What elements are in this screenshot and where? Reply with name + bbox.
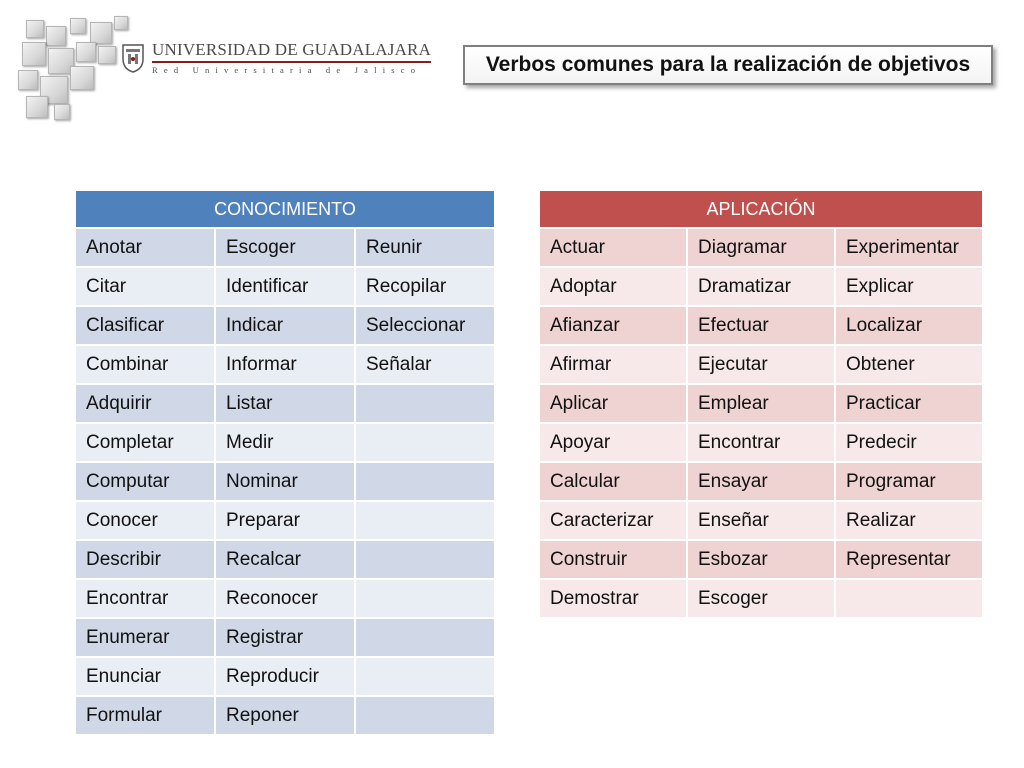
conocimiento-table: [76, 191, 496, 736]
table-row: [540, 502, 984, 541]
verb-cell: Explicar: [836, 268, 984, 307]
table-row: [540, 268, 984, 307]
verb-cell: Predecir: [836, 424, 984, 463]
logo-divider: [152, 61, 431, 63]
table-row: [540, 541, 984, 580]
verb-cell: Listar: [216, 385, 356, 424]
verb-cell: Diagramar: [688, 229, 836, 268]
verb-cell: Citar: [76, 268, 216, 307]
verb-cell: Ejecutar: [688, 346, 836, 385]
verb-cell: Señalar: [356, 346, 496, 385]
verb-cell: Reconocer: [216, 580, 356, 619]
verb-cell: Experimentar: [836, 229, 984, 268]
table-row: [540, 307, 984, 346]
verb-cell: Enseñar: [688, 502, 836, 541]
verb-cell: Describir: [76, 541, 216, 580]
table-row: [540, 463, 984, 502]
verb-cell: [356, 658, 496, 697]
verb-cell: [356, 697, 496, 736]
verb-cell: Preparar: [216, 502, 356, 541]
verb-cell: Ensayar: [688, 463, 836, 502]
verb-cell: Reponer: [216, 697, 356, 736]
verb-cell: Dramatizar: [688, 268, 836, 307]
verb-cell: Conocer: [76, 502, 216, 541]
verb-cell: Construir: [540, 541, 688, 580]
verb-cell: Combinar: [76, 346, 216, 385]
table-row: [76, 463, 496, 502]
verb-cell: Esbozar: [688, 541, 836, 580]
university-logo: [120, 40, 431, 76]
verb-cell: [356, 385, 496, 424]
verb-cell: [356, 463, 496, 502]
verb-cell: [356, 541, 496, 580]
table-row: [540, 580, 984, 619]
table-row: [76, 424, 496, 463]
verb-cell: Emplear: [688, 385, 836, 424]
verb-cell: Apoyar: [540, 424, 688, 463]
verb-cell: Identificar: [216, 268, 356, 307]
verb-cell: Enunciar: [76, 658, 216, 697]
verb-cell: Efectuar: [688, 307, 836, 346]
verb-cell: Computar: [76, 463, 216, 502]
verb-cell: Adquirir: [76, 385, 216, 424]
verb-cell: Escoger: [688, 580, 836, 619]
verb-cell: Recopilar: [356, 268, 496, 307]
verb-cell: Encontrar: [688, 424, 836, 463]
table-row: [76, 541, 496, 580]
table-row: [76, 268, 496, 307]
verb-cell: Localizar: [836, 307, 984, 346]
verb-cell: [356, 502, 496, 541]
page-title: Verbos comunes para la realización de objetivos: [485, 53, 971, 76]
verb-cell: Obtener: [836, 346, 984, 385]
aplicacion-header: APLICACIÓN: [540, 191, 984, 229]
table-row: [76, 580, 496, 619]
verb-cell: Nominar: [216, 463, 356, 502]
verb-cell: Actuar: [540, 229, 688, 268]
verb-cell: Escoger: [216, 229, 356, 268]
verb-cell: Practicar: [836, 385, 984, 424]
verb-cell: Seleccionar: [356, 307, 496, 346]
table-row: [540, 424, 984, 463]
university-subtitle: Red Universitaria de Jalisco: [152, 65, 422, 75]
verb-cell: [356, 580, 496, 619]
verb-cell: Reproducir: [216, 658, 356, 697]
verb-cell: [356, 619, 496, 658]
verb-cell: Enumerar: [76, 619, 216, 658]
table-row: [540, 229, 984, 268]
verb-cell: Caracterizar: [540, 502, 688, 541]
conocimiento-header: CONOCIMIENTO: [76, 191, 496, 229]
verb-cell: Afirmar: [540, 346, 688, 385]
verb-cell: Afianzar: [540, 307, 688, 346]
aplicacion-table: [540, 191, 984, 619]
table-row: [76, 502, 496, 541]
table-row: [76, 697, 496, 736]
verb-cell: Indicar: [216, 307, 356, 346]
table-row: [76, 229, 496, 268]
verb-cell: Medir: [216, 424, 356, 463]
verb-cell: [356, 424, 496, 463]
table-row: [540, 385, 984, 424]
table-row: [540, 346, 984, 385]
table-row: [76, 385, 496, 424]
verb-cell: Informar: [216, 346, 356, 385]
verb-cell: Calcular: [540, 463, 688, 502]
table-row: [76, 619, 496, 658]
verb-cell: Recalcar: [216, 541, 356, 580]
verb-cell: Anotar: [76, 229, 216, 268]
verb-cell: Aplicar: [540, 385, 688, 424]
verb-cell: Representar: [836, 541, 984, 580]
university-seal-icon: [120, 43, 146, 73]
verb-cell: Encontrar: [76, 580, 216, 619]
verb-cell: Registrar: [216, 619, 356, 658]
decorative-cubes: [18, 16, 128, 120]
verb-cell: Programar: [836, 463, 984, 502]
verb-cell: [836, 580, 984, 619]
verb-cell: Adoptar: [540, 268, 688, 307]
verb-cell: Realizar: [836, 502, 984, 541]
verb-cell: Reunir: [356, 229, 496, 268]
verb-cell: Demostrar: [540, 580, 688, 619]
table-row: [76, 658, 496, 697]
verb-cell: Formular: [76, 697, 216, 736]
title-box: [463, 45, 993, 85]
verb-cell: Completar: [76, 424, 216, 463]
university-name: UNIVERSIDAD DE GUADALAJARA: [152, 40, 432, 59]
table-row: [76, 346, 496, 385]
verb-cell: Clasificar: [76, 307, 216, 346]
table-row: [76, 307, 496, 346]
